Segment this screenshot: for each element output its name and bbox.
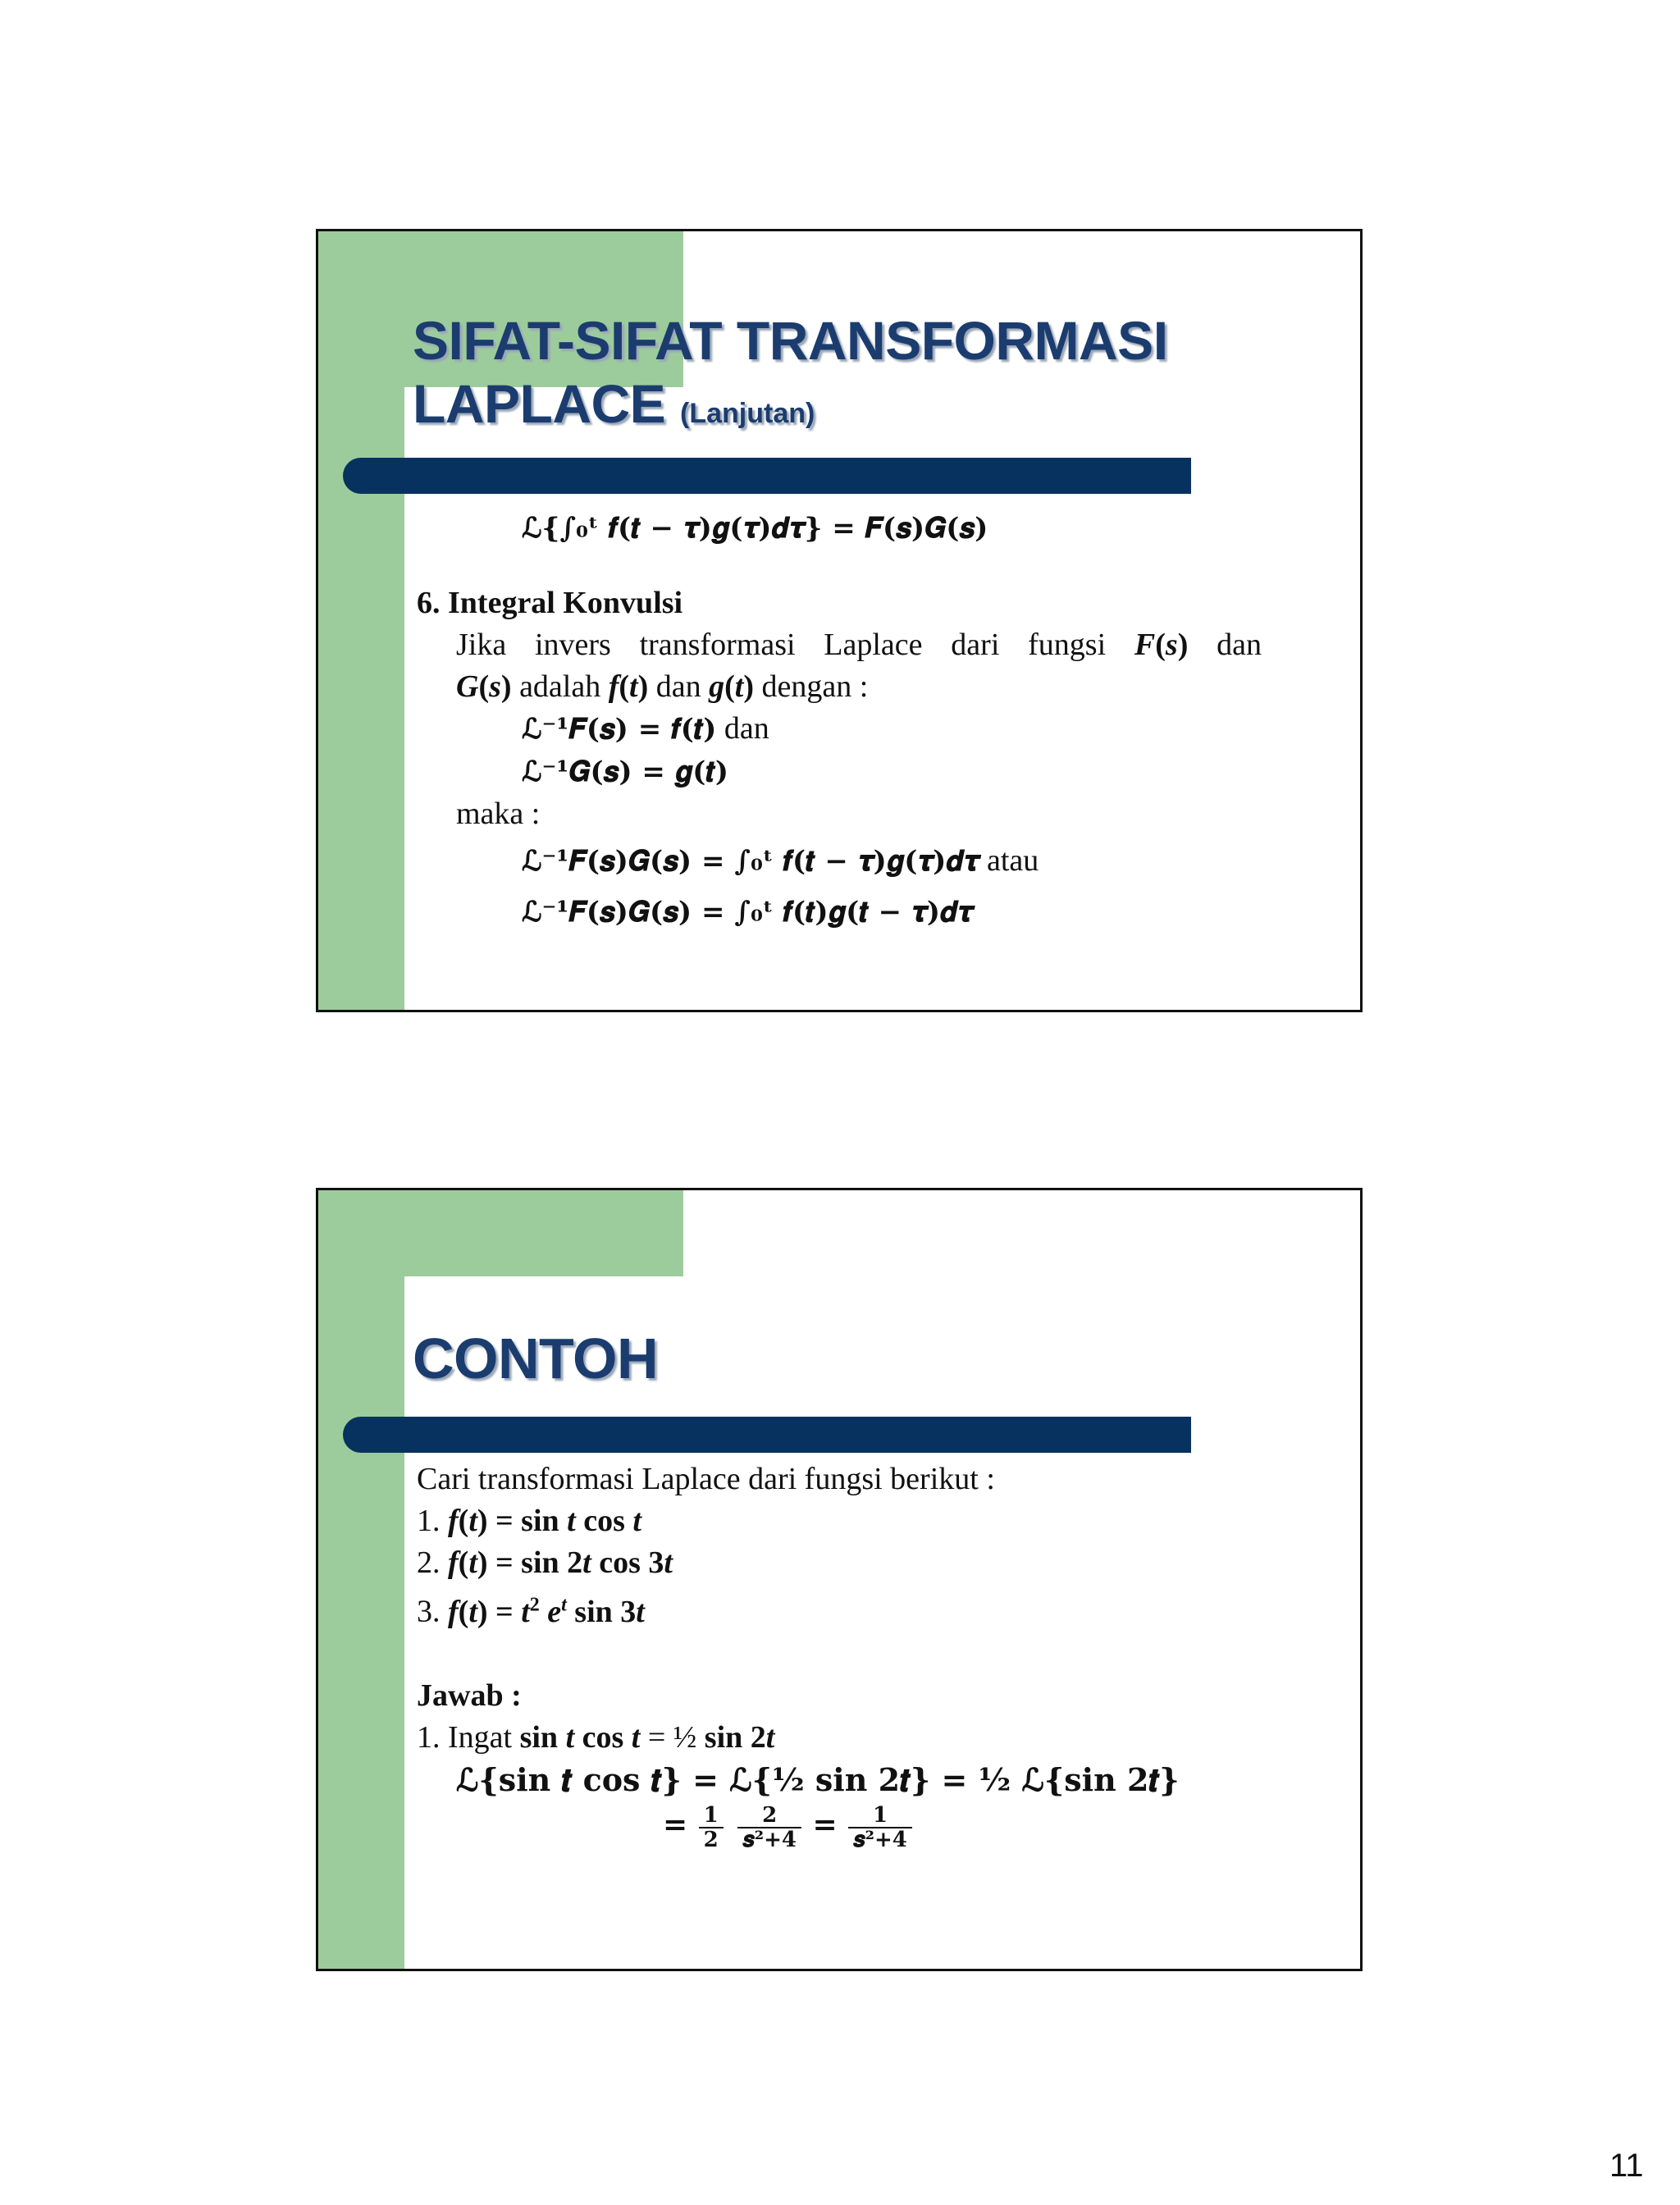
list-item: 2. f(t) = sin 2t cos 3t: [417, 1545, 673, 1580]
equation-3-suffix: atau: [986, 843, 1039, 878]
green-strip: [318, 1190, 404, 1969]
title-subtitle: (Lanjutan): [680, 398, 815, 430]
slide-body: [417, 1459, 1262, 1851]
title-line-2: LAPLACE: [413, 373, 666, 435]
equation-2: ℒ⁻¹𝑮(𝒔) = 𝒈(𝒕): [522, 756, 728, 788]
equation-1: ℒ⁻¹𝑭(𝒔) = 𝒇(𝒕): [522, 713, 717, 746]
list-item: 3. $f(t) = t^2$ $e^t$ sin 3t: [417, 1594, 645, 1629]
answer-heading: Jawab :: [417, 1678, 522, 1713]
fraction-half: $\frac{1}{2}$: [699, 1804, 724, 1851]
title-line-1: SIFAT-SIFAT TRANSFORMASI: [413, 310, 1168, 371]
section-heading: 6. Integral Konvulsi: [417, 586, 683, 620]
title-bar: [343, 1417, 1191, 1453]
answer-equation: ℒ{sin 𝒕 cos 𝒕} = ℒ{¹⁄₂ sin 2𝒕} = ¹⁄₂ ℒ{sin 2𝒕}: [456, 1760, 1180, 1798]
slide-properties: [316, 229, 1363, 1012]
slide-title: CONTOH: [413, 1326, 659, 1390]
maka-label: maka :: [456, 797, 541, 831]
equation-1-suffix: dan: [724, 711, 769, 746]
fraction-two-over: $\frac{2}{\text{𝒔²+4}}$: [737, 1804, 801, 1851]
intro-text: Cari transformasi Laplace dari fungsi berikut :: [417, 1462, 995, 1496]
paragraph-line-1: Jika invers transformasi Laplace dari fungsi F(s) dan: [456, 628, 1262, 662]
list-item: 1. f(t) = sin t cos t: [417, 1504, 641, 1538]
answer-line-1: 1. Ingat sin t cos t = ½ sin 2t: [417, 1719, 775, 1755]
slide-body: [417, 507, 1262, 934]
paragraph-line-2: G(s) adalah f(t) dan g(t) dengan :: [456, 669, 869, 704]
fraction-result: = $\frac{1}{2}$ $\frac{2}{\text{𝒔²+4}}$ = $\frac{1}{\text{𝒔²+4}}$: [417, 1804, 1262, 1851]
equation-4: ℒ⁻¹𝑭(𝒔)𝑮(𝒔) = ∫₀ᵗ 𝒇(𝒕)𝒈(𝒕 − 𝝉)𝒅𝝉: [522, 896, 973, 929]
green-block: [318, 1190, 683, 1276]
slide-example: [316, 1188, 1363, 1971]
page-number: 11: [1609, 2148, 1644, 2184]
slide-title: [413, 309, 1168, 436]
equation-3: ℒ⁻¹𝑭(𝒔)𝑮(𝒔) = ∫₀ᵗ 𝒇(𝒕 − 𝝉)𝒈(𝝉)𝒅𝝉: [522, 845, 979, 878]
title-bar: [343, 458, 1191, 494]
fraction-result-final: $\frac{1}{\text{𝒔²+4}}$: [848, 1804, 912, 1851]
formula-convolution: ℒ{∫₀ᵗ 𝒇(𝒕 − 𝝉)𝒈(𝝉)𝒅𝝉} = 𝑭(𝒔)𝑮(𝒔): [522, 512, 988, 545]
